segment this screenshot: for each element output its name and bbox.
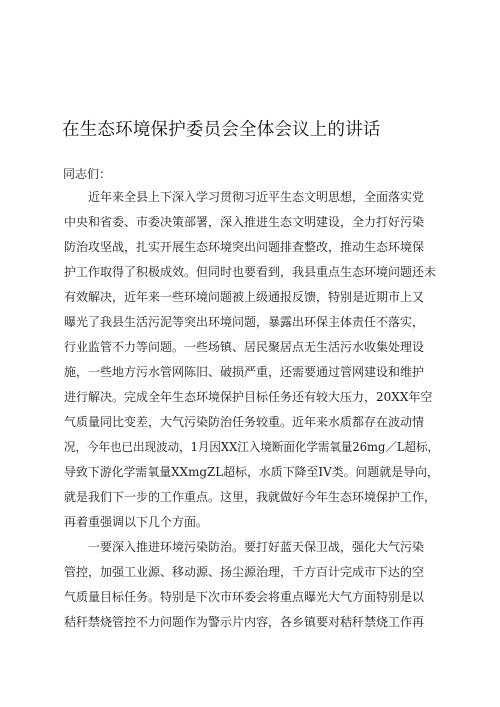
paragraph-line: 进行解决。完成全年生态环境保护目标任务还有较大压力，20XX年空	[64, 390, 433, 404]
paragraph-line: 秸秆禁烧管控不力问题作为警示片内容，各乡镇要对秸秆禁烧工作再	[64, 615, 425, 629]
paragraph-line: 有效解决，近年来一些环境问题被上级通报反馈，特别是近期市上又	[64, 290, 425, 304]
paragraph-line: 就是我们下一步的工作重点。这里，我就做好今年生态环境保护工作，	[64, 490, 437, 504]
paragraph-line: 气质量目标任务。特别是下次市环委会将重点曝光大气方面特别是以	[64, 590, 425, 604]
paragraph-line: 一要深入推进环境污染防治。要打好蓝天保卫战，强化大气污染	[88, 540, 425, 554]
paragraph-line: 护工作取得了积极成效。但同时也要看到，我县重点生态环境问题还未	[64, 265, 437, 279]
paragraph-line: 再着重强调以下几个方面。	[64, 515, 209, 529]
paragraph-line: 曝光了我县生活污泥等突出环境问题，暴露出环保主体责任不落实，	[64, 315, 425, 329]
paragraph-line: 导致下游化学需氧量XXmgZL超标，水质下降至IV类。问题就是导向，	[64, 465, 439, 479]
greeting: 同志们：	[63, 167, 112, 181]
paragraph-line: 施，一些地方污水管网陈旧、破损严重，还需要通过管网建设和维护	[64, 365, 425, 379]
paragraph-line: 气质量同比变差，大气污染防治任务较重。近年来水质都存在波动情	[64, 415, 425, 429]
paragraph-line: 况，今年也已出现波动，1月因XX江入境断面化学需氧量26mg／L超标，	[64, 440, 439, 454]
paragraph-line: 行业监管不力等问题。一些场镇、居民聚居点无生活污水收集处理设	[64, 340, 425, 354]
paragraph-line: 中央和省委、市委决策部署，深入推进生态文明建设，全力打好污染	[64, 215, 425, 229]
paragraph-line: 管控，加强工业源、移动源、扬尘源治理，千方百计完成市下达的空	[64, 565, 425, 579]
paragraph-line: 防治攻坚战，扎实开展生态环境突出问题排查整改，推动生态环境保	[64, 240, 425, 254]
paragraph-line: 近年来全县上下深入学习贯彻习近平生态文明思想，全面落实党	[88, 190, 425, 204]
document-title: 在生态环境保护委员会全体会议上的讲话	[62, 120, 381, 140]
